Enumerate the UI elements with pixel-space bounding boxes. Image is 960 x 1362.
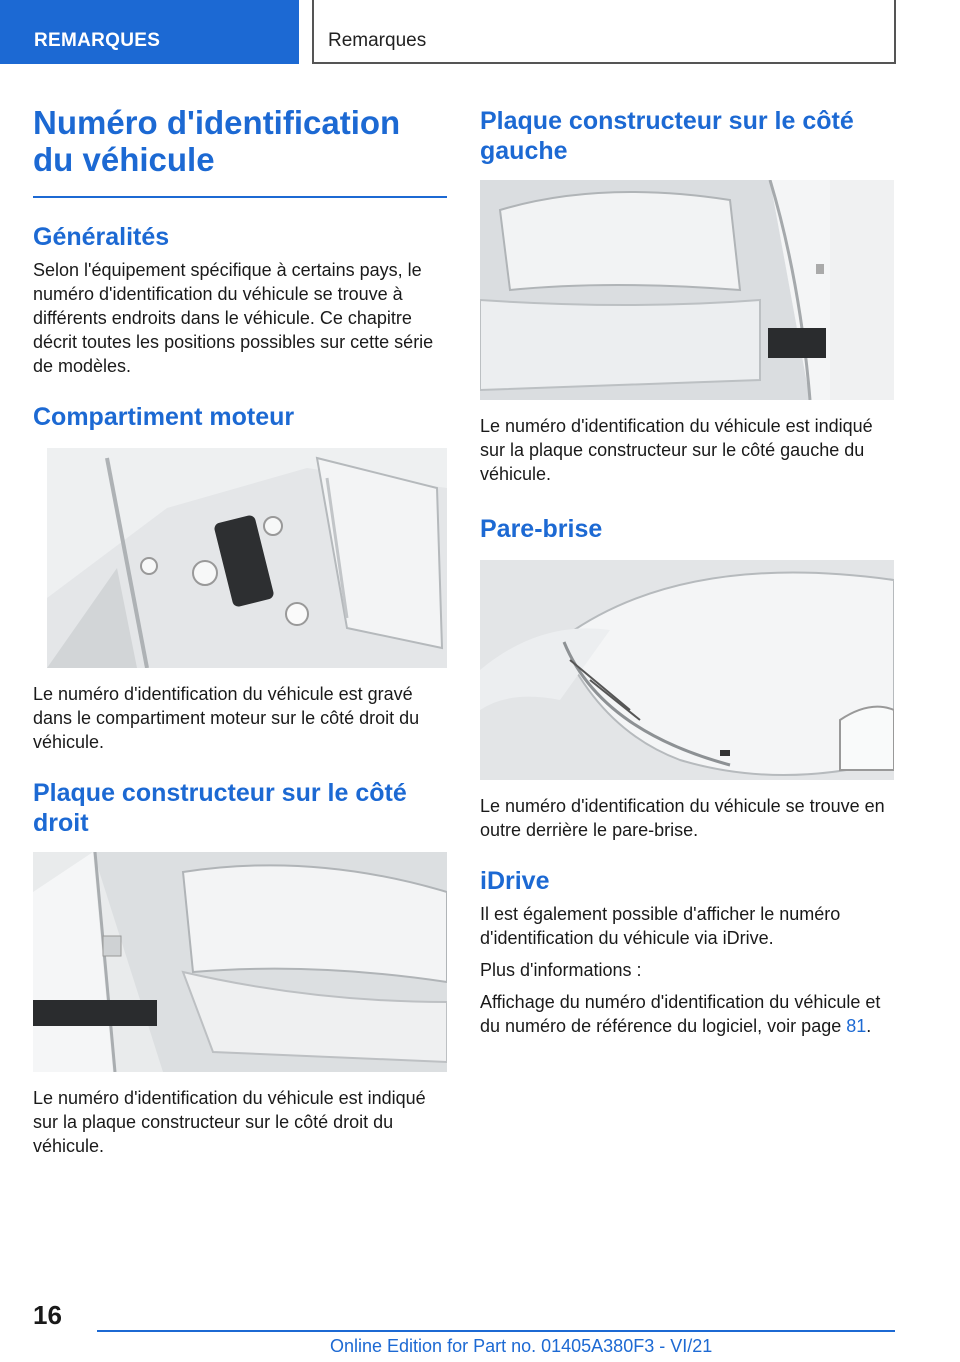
windshield-illustration — [480, 560, 894, 780]
section-title: Remarques — [312, 0, 896, 64]
chapter-tab: REMARQUES — [0, 0, 299, 64]
reference-period: . — [866, 1016, 872, 1036]
general-heading: Généralités — [33, 223, 170, 251]
windshield-caption: Le numéro d'identification du véhicule se trouve en outre derrière le pare-brise. — [480, 796, 885, 840]
plate-left-caption: Le numéro d'identification du véhicule est indiqué sur la plaque constructeur sur le côté gauche du véhicule. — [480, 416, 873, 484]
idrive-reference-text — [480, 990, 894, 1038]
right-plate-illustration — [33, 852, 447, 1072]
engine-caption: Le numéro d'identification du véhicule est gravé dans le compartiment moteur sur le côté droit du véhicule. — [33, 684, 420, 752]
engine-heading: Compartiment moteur — [33, 403, 295, 431]
idrive-text: Il est également possible d'afficher le numéro d'identification du véhicule via iDrive. — [480, 904, 841, 948]
title-divider — [33, 196, 447, 198]
footer-divider — [97, 1330, 895, 1332]
plate-right-caption: Le numéro d'identification du véhicule est indiqué sur la plaque constructeur sur le côté droit du véhicule. — [33, 1088, 426, 1156]
page-title: Numéro d'identification du véhicule — [33, 104, 401, 178]
page-number: 16 — [33, 1300, 62, 1330]
plate-right-heading: Plaque constructeur sur le côté droit — [33, 779, 407, 837]
left-plate-illustration — [480, 180, 894, 400]
idrive-heading: iDrive — [480, 867, 550, 895]
page-reference-link[interactable]: 81 — [846, 1016, 867, 1036]
general-text: Selon l'équipement spécifique à certains pays, le numéro d'identification du véhicule se trouve à différents endroits dans le véhicule. Ce chapitre décrit toutes les positions possibles sur cette série de modèles. — [33, 260, 434, 376]
plate-left-heading: Plaque constructeur sur le côté gauche — [480, 107, 854, 165]
footer-edition: Online Edition for Part no. 01405A380F3 - VI/21 — [330, 1336, 713, 1356]
left-column — [33, 96, 447, 1158]
windshield-heading: Pare-brise — [480, 515, 603, 543]
engine-compartment-illustration — [47, 448, 447, 668]
more-info-label: Plus d'informations : — [480, 960, 642, 980]
reference-sentence: Affichage du numéro d'identification du véhicule et du numéro de référence du logiciel, voir page — [480, 992, 881, 1036]
right-column — [480, 96, 894, 1038]
